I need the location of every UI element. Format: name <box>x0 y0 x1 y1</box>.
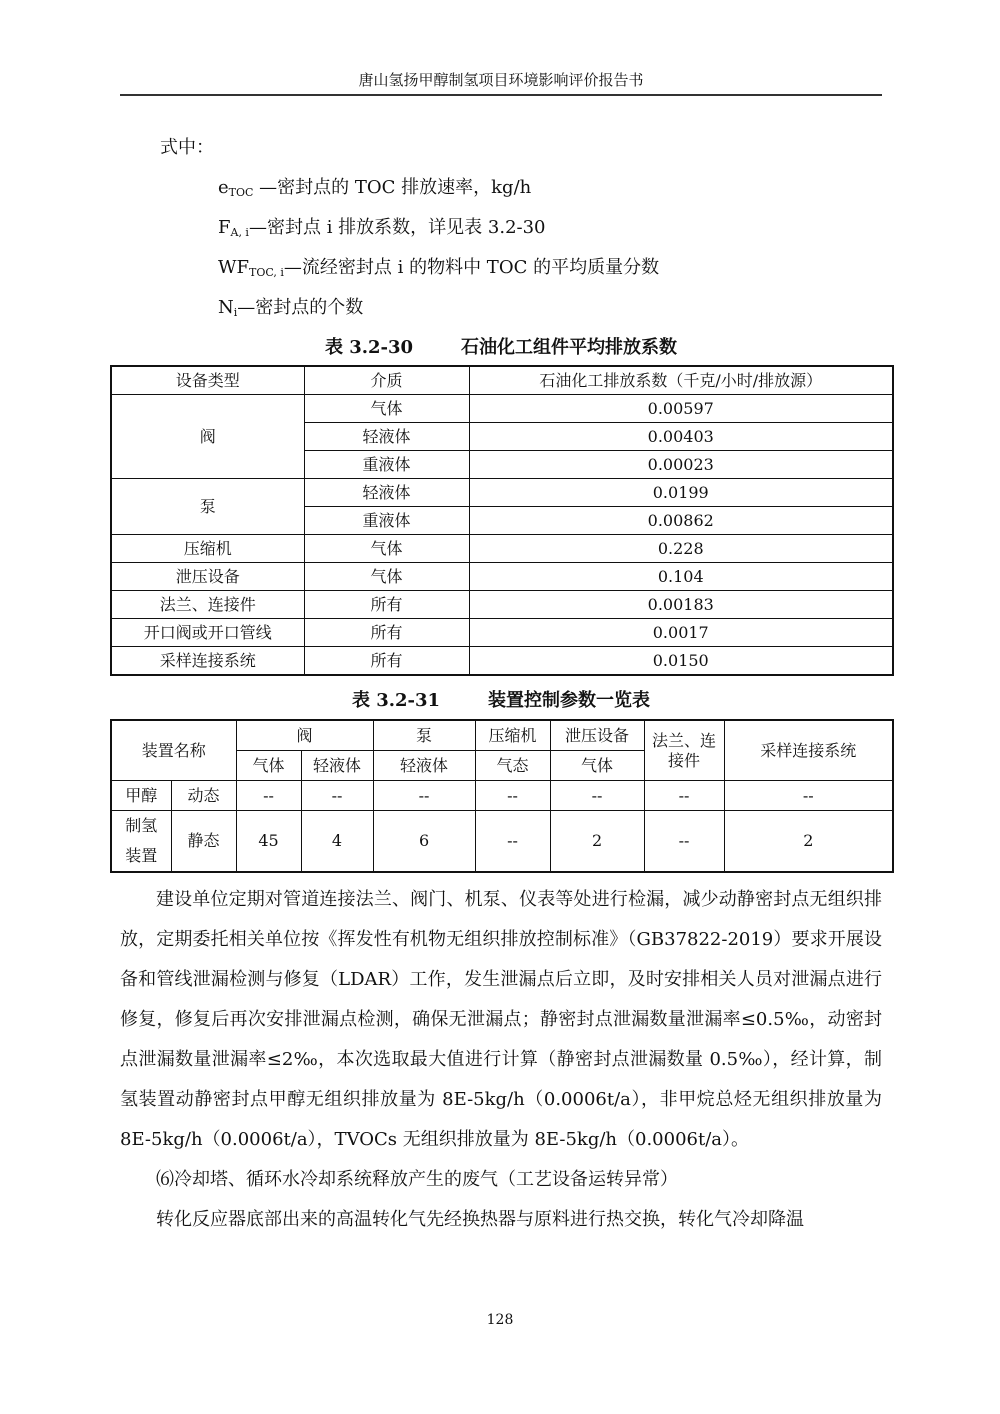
page-number: 128 <box>486 1312 514 1328</box>
table-header-row <box>111 720 893 751</box>
table-row <box>111 811 893 873</box>
table-row <box>111 563 893 591</box>
header-cell: 压缩机 <box>475 720 550 751</box>
table-row <box>111 479 893 507</box>
value-cell: -- <box>373 781 475 811</box>
equipment-cell: 开口阀或开口管线 <box>111 619 304 647</box>
table-row <box>111 619 893 647</box>
paragraph: 转化反应器底部出来的高温转化气先经换热器与原料进行热交换，转化气冷却降温 <box>156 1209 804 1230</box>
equipment-cell: 采样连接系统 <box>111 647 304 676</box>
header-cell: 泵 <box>373 720 475 751</box>
medium-cell: 所有 <box>304 647 469 676</box>
table30-title: 石油化工组件平均排放系数 <box>461 337 678 358</box>
value-cell: -- <box>475 811 550 873</box>
medium-cell: 气体 <box>304 395 469 423</box>
medium-cell: 重液体 <box>304 451 469 479</box>
factor-cell: 0.00862 <box>469 507 893 535</box>
subheader-cell: 轻液体 <box>373 751 475 781</box>
formula-definitions <box>160 128 880 328</box>
equipment-cell: 法兰、连接件 <box>111 591 304 619</box>
value-cell: -- <box>644 781 724 811</box>
factor-cell: 0.228 <box>469 535 893 563</box>
device-control-table <box>110 719 894 873</box>
definition-etoc: $e_{TOC}$ —密封点的 TOC 排放速率，kg/h <box>218 177 532 199</box>
factor-cell: 0.00023 <box>469 451 893 479</box>
definition-fa: $F_{A, i}—$密封点 i 排放系数，详见表 3.2-30 <box>218 217 546 239</box>
header-title: 唐山氢扬甲醇制氢项目环境影响评价报告书 <box>358 71 644 89</box>
value-cell: -- <box>724 781 893 811</box>
table30-number: 表 3.2-30 <box>324 337 414 358</box>
page-header <box>120 66 882 96</box>
factor-cell: 0.00403 <box>469 423 893 451</box>
medium-cell: 所有 <box>304 591 469 619</box>
paragraph: 建设单位定期对管道连接法兰、阀门、机泵、仪表等处进行检漏，减少动静密封点无组织排放，定期委托相关单位按《挥发性有机物无组织排放控制标准》（GB37822-2019）要求开展设备和管线泄漏检测与修复（LDAR）工作，发生泄漏点后立即，及时安排相关人员对泄漏点进行修复，修复后再次安排泄漏点检测，确保无泄漏点；静密封点泄漏数量泄漏率≤0.5‰，动密封点泄漏数量泄漏率≤2‰，本次选取最大值进行计算（静密封点泄漏数量 0.5‰），经计算，制氢装置动静密封点甲醇无组织排放量为 8E-5kg/h（0.0006t/a），非甲烷总烃无组织排放量为 8E-5kg/h（0.0006t/a），TVOCs 无组织排放量为 8E-5kg/h（0.0006t/a）。 <box>120 889 882 1150</box>
body-text <box>120 880 882 1240</box>
factor-cell: 0.104 <box>469 563 893 591</box>
table31-number: 表 3.2-31 <box>351 690 441 711</box>
header-cell: 泄压设备 <box>550 720 644 751</box>
subheader-cell: 轻液体 <box>301 751 373 781</box>
value-cell: 2 <box>550 811 644 873</box>
factor-cell: 0.0150 <box>469 647 893 676</box>
state-cell: 静态 <box>171 811 236 873</box>
equipment-cell: 阀 <box>111 395 304 479</box>
table31-title: 装置控制参数一览表 <box>488 690 651 711</box>
subheader-cell: 气体 <box>236 751 301 781</box>
factor-cell: 0.00597 <box>469 395 893 423</box>
header-cell: 石油化工排放系数（千克/小时/排放源） <box>469 366 893 395</box>
header-cell: 设备类型 <box>111 366 304 395</box>
medium-cell: 轻液体 <box>304 423 469 451</box>
state-cell: 动态 <box>171 781 236 811</box>
table-row <box>111 535 893 563</box>
value-cell: 45 <box>236 811 301 873</box>
definition-wftoc: $WF_{TOC, i}—$流经密封点 i 的物料中 TOC 的平均质量分数 <box>218 257 660 279</box>
table-row <box>111 647 893 676</box>
value-cell: -- <box>301 781 373 811</box>
value-cell: -- <box>236 781 301 811</box>
value-cell: -- <box>550 781 644 811</box>
table-header-row <box>111 366 893 395</box>
emission-factor-table <box>110 365 894 676</box>
medium-cell: 气体 <box>304 535 469 563</box>
equipment-cell: 压缩机 <box>111 535 304 563</box>
value-cell: -- <box>644 811 724 873</box>
table-row <box>111 395 893 423</box>
header-cell: 装置名称 <box>111 720 236 781</box>
device-name-cell: 制氢 装置 <box>111 811 171 873</box>
header-cell: 法兰、连接件 <box>644 720 724 781</box>
equipment-cell: 泵 <box>111 479 304 535</box>
subheader-cell: 气态 <box>475 751 550 781</box>
paragraph: ⑹冷却塔、循环水冷却系统释放产生的废气（工艺设备运转异常） <box>156 1169 678 1190</box>
header-cell: 采样连接系统 <box>724 720 893 781</box>
factor-cell: 0.0017 <box>469 619 893 647</box>
value-cell: 6 <box>373 811 475 873</box>
device-name-cell: 甲醇 <box>111 781 171 811</box>
value-cell: 2 <box>724 811 893 873</box>
definition-ni: $N_i—$密封点的个数 <box>218 297 364 319</box>
table-row <box>111 781 893 811</box>
medium-cell: 气体 <box>304 563 469 591</box>
formula-lead: 式中： <box>160 137 214 158</box>
table31-caption <box>110 686 892 716</box>
header-cell: 阀 <box>236 720 373 751</box>
equipment-cell: 泄压设备 <box>111 563 304 591</box>
medium-cell: 重液体 <box>304 507 469 535</box>
value-cell: -- <box>475 781 550 811</box>
subheader-cell: 气体 <box>550 751 644 781</box>
table30-caption <box>110 333 892 363</box>
value-cell: 4 <box>301 811 373 873</box>
factor-cell: 0.00183 <box>469 591 893 619</box>
header-cell: 介质 <box>304 366 469 395</box>
medium-cell: 所有 <box>304 619 469 647</box>
medium-cell: 轻液体 <box>304 479 469 507</box>
factor-cell: 0.0199 <box>469 479 893 507</box>
table-row <box>111 591 893 619</box>
